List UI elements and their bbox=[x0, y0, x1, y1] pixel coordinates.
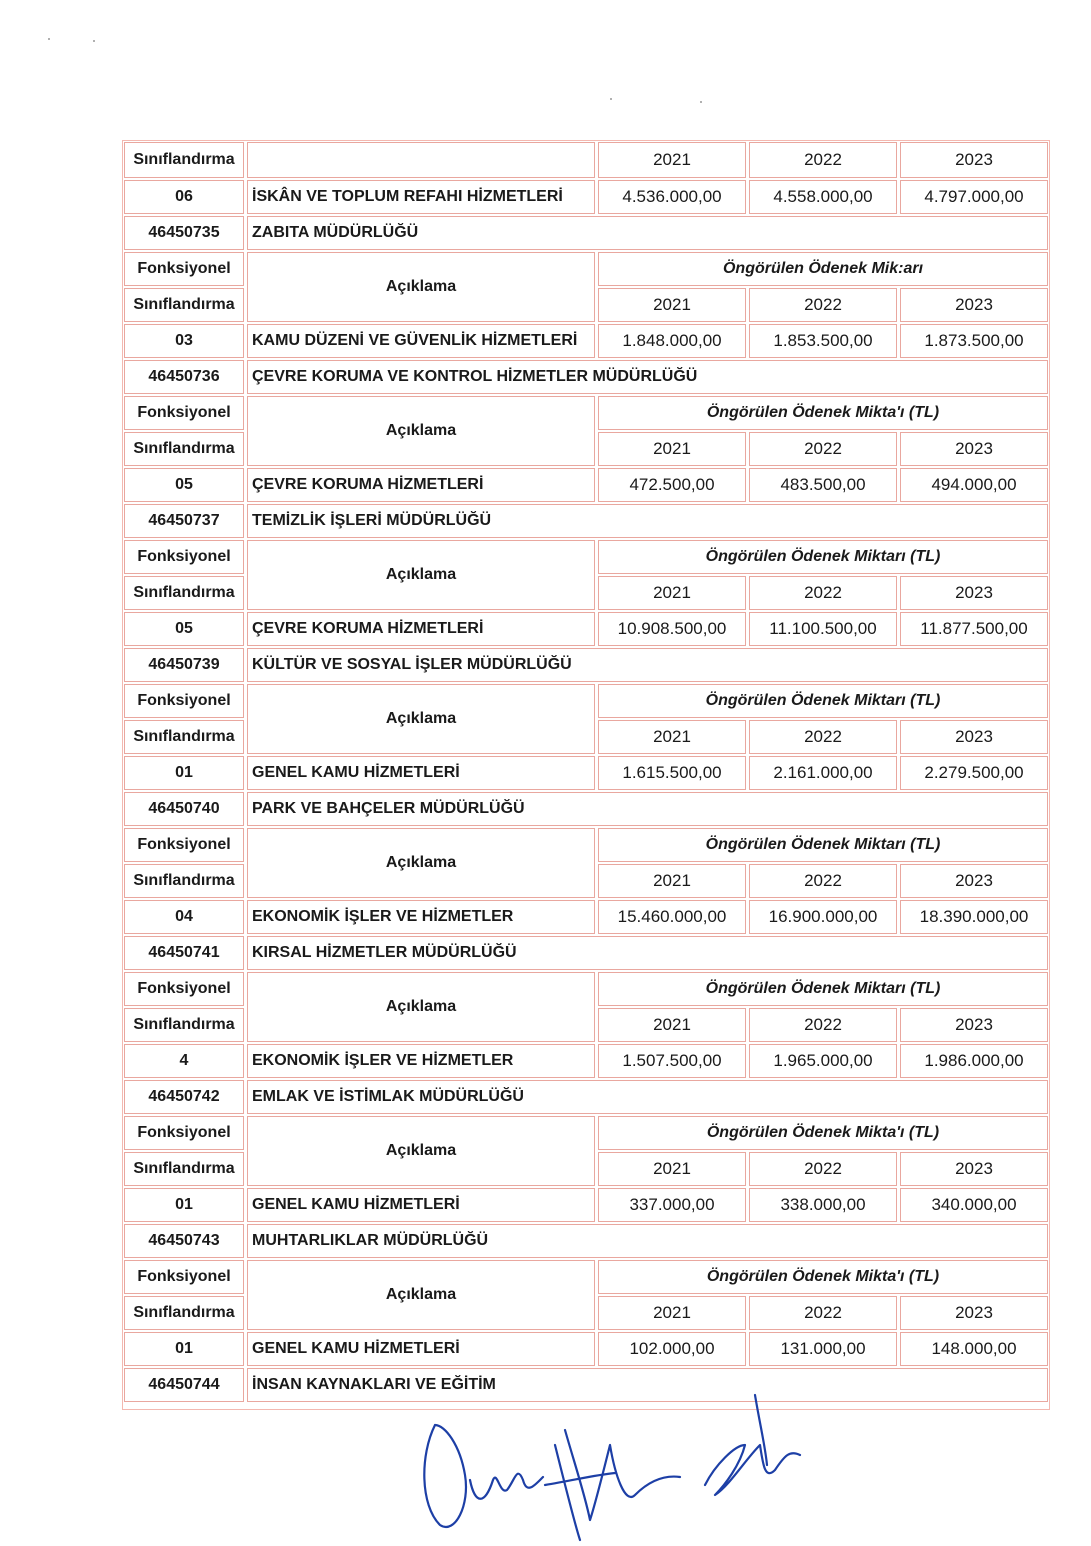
classification-label: Sınıflandırma bbox=[124, 576, 244, 610]
scan-speck bbox=[48, 38, 50, 40]
year-cell: 2023 bbox=[900, 432, 1048, 466]
amount-cell: 1.986.000,00 bbox=[900, 1044, 1048, 1078]
unit-id: 46450742 bbox=[124, 1080, 244, 1114]
column-header-block bbox=[124, 684, 1048, 754]
classification-labels bbox=[124, 972, 244, 1042]
classification-label: Sınıflandırma bbox=[124, 720, 244, 754]
amount-cell: 483.500,00 bbox=[749, 468, 897, 502]
year-header-row bbox=[598, 1296, 1048, 1330]
year-cell: 2023 bbox=[900, 576, 1048, 610]
amount-cell: 18.390.000,00 bbox=[900, 900, 1048, 934]
amount-cell: 472.500,00 bbox=[598, 468, 746, 502]
allocation-title: Öngörülen Ödenek Mikta'ı (TL) bbox=[598, 396, 1048, 430]
amount-cell: 131.000,00 bbox=[749, 1332, 897, 1366]
function-code: 05 bbox=[124, 612, 244, 646]
unit-name: İNSAN KAYNAKLARI VE EĞİTİM bbox=[247, 1368, 1048, 1402]
section-group bbox=[124, 504, 1048, 646]
allocation-title: Öngörülen Ödenek Miktarı (TL) bbox=[598, 972, 1048, 1006]
year-cell: 2023 bbox=[900, 288, 1048, 322]
amount-cell: 148.000,00 bbox=[900, 1332, 1048, 1366]
function-description: İSKÂN VE TOPLUM REFAHI HİZMETLERİ bbox=[247, 180, 595, 214]
amount-cell: 2.161.000,00 bbox=[749, 756, 897, 790]
year-cell: 2022 bbox=[749, 1296, 897, 1330]
classification-label: Sınıflandırma bbox=[124, 1008, 244, 1042]
amount-cell: 15.460.000,00 bbox=[598, 900, 746, 934]
function-description: EKONOMİK İŞLER VE HİZMETLER bbox=[247, 1044, 595, 1078]
year-cell: 2021 bbox=[598, 1296, 746, 1330]
unit-id: 46450735 bbox=[124, 216, 244, 250]
unit-name: PARK VE BAHÇELER MÜDÜRLÜĞÜ bbox=[247, 792, 1048, 826]
classification-labels bbox=[124, 1260, 244, 1330]
amount-cell: 11.877.500,00 bbox=[900, 612, 1048, 646]
unit-name: TEMİZLİK İŞLERİ MÜDÜRLÜĞÜ bbox=[247, 504, 1048, 538]
description-header: Açıklama bbox=[247, 1116, 595, 1186]
unit-id: 46450744 bbox=[124, 1368, 244, 1402]
allocation-header bbox=[598, 828, 1048, 898]
unit-name: ÇEVRE KORUMA VE KONTROL HİZMETLER MÜDÜRLÜĞÜ bbox=[247, 360, 1048, 394]
amount-cell: 494.000,00 bbox=[900, 468, 1048, 502]
section-group bbox=[124, 360, 1048, 502]
function-description: GENEL KAMU HİZMETLERİ bbox=[247, 1188, 595, 1222]
year-cell: 2022 bbox=[749, 576, 897, 610]
unit-name: KIRSAL HİZMETLER MÜDÜRLÜĞÜ bbox=[247, 936, 1048, 970]
functional-label: Fonksiyonel bbox=[124, 684, 244, 718]
year-cell: 2023 bbox=[900, 1152, 1048, 1186]
functional-label: Fonksiyonel bbox=[124, 1260, 244, 1294]
scan-speck bbox=[93, 40, 95, 42]
allocation-header bbox=[598, 972, 1048, 1042]
unit-id: 46450737 bbox=[124, 504, 244, 538]
amount-cell: 16.900.000,00 bbox=[749, 900, 897, 934]
allocation-title: Öngörülen Ödenek Miktarı (TL) bbox=[598, 828, 1048, 862]
amount-cell: 340.000,00 bbox=[900, 1188, 1048, 1222]
year-header-row bbox=[598, 288, 1048, 322]
amount-cell: 102.000,00 bbox=[598, 1332, 746, 1366]
function-code: 01 bbox=[124, 756, 244, 790]
year-cell: 2022 bbox=[749, 720, 897, 754]
year-cell: 2021 bbox=[598, 720, 746, 754]
classification-labels bbox=[124, 684, 244, 754]
allocation-title: Öngörülen Ödenek Miktarı (TL) bbox=[598, 540, 1048, 574]
unit-id: 46450739 bbox=[124, 648, 244, 682]
section-group bbox=[124, 216, 1048, 358]
unit-id: 46450736 bbox=[124, 360, 244, 394]
year-cell: 2023 bbox=[900, 142, 1048, 178]
data-row bbox=[124, 1044, 1048, 1078]
function-code: 4 bbox=[124, 1044, 244, 1078]
year-cell: 2021 bbox=[598, 142, 746, 178]
section-group bbox=[124, 792, 1048, 934]
year-header-row bbox=[598, 720, 1048, 754]
year-cell: 2023 bbox=[900, 720, 1048, 754]
function-code: 06 bbox=[124, 180, 244, 214]
function-description: EKONOMİK İŞLER VE HİZMETLER bbox=[247, 900, 595, 934]
section-group bbox=[124, 1080, 1048, 1222]
classification-labels bbox=[124, 828, 244, 898]
year-cell: 2021 bbox=[598, 864, 746, 898]
year-cell: 2021 bbox=[598, 1152, 746, 1186]
scan-speck bbox=[610, 98, 612, 100]
amount-cell: 4.797.000,00 bbox=[900, 180, 1048, 214]
function-description: KAMU DÜZENİ VE GÜVENLİK HİZMETLERİ bbox=[247, 324, 595, 358]
data-row bbox=[124, 180, 1048, 214]
sections-container bbox=[124, 216, 1048, 1366]
description-header: Açıklama bbox=[247, 972, 595, 1042]
unit-name: EMLAK VE İSTİMLAK MÜDÜRLÜĞÜ bbox=[247, 1080, 1048, 1114]
year-cell: 2022 bbox=[749, 864, 897, 898]
functional-label: Fonksiyonel bbox=[124, 252, 244, 286]
amount-cell: 1.965.000,00 bbox=[749, 1044, 897, 1078]
data-row bbox=[124, 756, 1048, 790]
classification-labels bbox=[124, 540, 244, 610]
unit-name: KÜLTÜR VE SOSYAL İŞLER MÜDÜRLÜĞÜ bbox=[247, 648, 1048, 682]
classification-label: Sınıflandırma bbox=[124, 1296, 244, 1330]
allocation-header bbox=[598, 540, 1048, 610]
unit-name: MUHTARLIKLAR MÜDÜRLÜĞÜ bbox=[247, 1224, 1048, 1258]
column-header-block bbox=[124, 972, 1048, 1042]
amount-cell: 11.100.500,00 bbox=[749, 612, 897, 646]
classification-label: Sınıflandırma bbox=[124, 864, 244, 898]
description-header: Açıklama bbox=[247, 684, 595, 754]
data-row bbox=[124, 1332, 1048, 1366]
amount-cell: 337.000,00 bbox=[598, 1188, 746, 1222]
column-header-block bbox=[124, 252, 1048, 322]
section-group bbox=[124, 1224, 1048, 1366]
allocation-title: Öngörülen Ödenek Mikta'ı (TL) bbox=[598, 1260, 1048, 1294]
unit-row bbox=[124, 216, 1048, 250]
function-description: GENEL KAMU HİZMETLERİ bbox=[247, 1332, 595, 1366]
scan-speck bbox=[700, 101, 702, 103]
allocation-header bbox=[598, 1116, 1048, 1186]
classification-labels bbox=[124, 1116, 244, 1186]
classification-label: Sınıflandırma bbox=[124, 1152, 244, 1186]
data-row bbox=[124, 900, 1048, 934]
year-cell: 2021 bbox=[598, 576, 746, 610]
allocation-header bbox=[598, 252, 1048, 322]
allocation-header bbox=[598, 684, 1048, 754]
column-header-block bbox=[124, 1260, 1048, 1330]
column-header-block bbox=[124, 540, 1048, 610]
year-cell: 2021 bbox=[598, 432, 746, 466]
classification-label: Sınıflandırma bbox=[124, 288, 244, 322]
allocation-title: Öngörülen Ödenek Mikta'ı (TL) bbox=[598, 1116, 1048, 1150]
unit-row bbox=[124, 792, 1048, 826]
top-group bbox=[124, 142, 1048, 214]
section-group bbox=[124, 648, 1048, 790]
column-header-block bbox=[124, 1116, 1048, 1186]
unit-row bbox=[124, 1224, 1048, 1258]
functional-label: Fonksiyonel bbox=[124, 396, 244, 430]
year-cell: 2022 bbox=[749, 432, 897, 466]
allocation-title: Öngörülen Ödenek Miktarı (TL) bbox=[598, 684, 1048, 718]
year-cell: 2023 bbox=[900, 1296, 1048, 1330]
amount-cell: 1.848.000,00 bbox=[598, 324, 746, 358]
year-cell: 2021 bbox=[598, 1008, 746, 1042]
signature-strokes bbox=[424, 1395, 800, 1540]
function-description: ÇEVRE KORUMA HİZMETLERİ bbox=[247, 612, 595, 646]
classification-label: Sınıflandırma bbox=[124, 432, 244, 466]
amount-cell: 4.558.000,00 bbox=[749, 180, 897, 214]
function-code: 05 bbox=[124, 468, 244, 502]
amount-cell: 4.536.000,00 bbox=[598, 180, 746, 214]
amount-cell: 1.853.500,00 bbox=[749, 324, 897, 358]
unit-id: 46450740 bbox=[124, 792, 244, 826]
unit-row bbox=[124, 648, 1048, 682]
description-header: Açıklama bbox=[247, 828, 595, 898]
function-code: 04 bbox=[124, 900, 244, 934]
amount-cell: 1.507.500,00 bbox=[598, 1044, 746, 1078]
year-cell: 2021 bbox=[598, 288, 746, 322]
year-cell: 2022 bbox=[749, 288, 897, 322]
year-header-row bbox=[598, 576, 1048, 610]
data-row bbox=[124, 612, 1048, 646]
unit-name: ZABITA MÜDÜRLÜĞÜ bbox=[247, 216, 1048, 250]
year-cell: 2023 bbox=[900, 864, 1048, 898]
classification-labels bbox=[124, 396, 244, 466]
data-row bbox=[124, 324, 1048, 358]
amount-cell: 1.615.500,00 bbox=[598, 756, 746, 790]
functional-label: Fonksiyonel bbox=[124, 1116, 244, 1150]
year-header-row bbox=[598, 432, 1048, 466]
top-header-row bbox=[124, 142, 1048, 178]
unit-row bbox=[124, 504, 1048, 538]
empty-description-cell bbox=[247, 142, 595, 178]
year-cell: 2022 bbox=[749, 1152, 897, 1186]
description-header: Açıklama bbox=[247, 1260, 595, 1330]
function-description: ÇEVRE KORUMA HİZMETLERİ bbox=[247, 468, 595, 502]
year-cell: 2022 bbox=[749, 1008, 897, 1042]
budget-table bbox=[122, 140, 1050, 1410]
column-header-block bbox=[124, 396, 1048, 466]
unit-id: 46450743 bbox=[124, 1224, 244, 1258]
function-description: GENEL KAMU HİZMETLERİ bbox=[247, 756, 595, 790]
year-header-row bbox=[598, 1008, 1048, 1042]
allocation-header bbox=[598, 1260, 1048, 1330]
functional-label: Fonksiyonel bbox=[124, 828, 244, 862]
functional-label: Fonksiyonel bbox=[124, 540, 244, 574]
amount-cell: 2.279.500,00 bbox=[900, 756, 1048, 790]
signature bbox=[415, 1385, 815, 1545]
section-group bbox=[124, 936, 1048, 1078]
description-header: Açıklama bbox=[247, 396, 595, 466]
year-cell: 2023 bbox=[900, 1008, 1048, 1042]
function-code: 03 bbox=[124, 324, 244, 358]
data-row bbox=[124, 468, 1048, 502]
year-cell: 2022 bbox=[749, 142, 897, 178]
classification-label: Sınıflandırma bbox=[124, 142, 244, 178]
year-header-row bbox=[598, 864, 1048, 898]
amount-cell: 338.000,00 bbox=[749, 1188, 897, 1222]
description-header: Açıklama bbox=[247, 540, 595, 610]
data-row bbox=[124, 1188, 1048, 1222]
classification-labels bbox=[124, 252, 244, 322]
unit-id: 46450741 bbox=[124, 936, 244, 970]
amount-cell: 1.873.500,00 bbox=[900, 324, 1048, 358]
year-header-row bbox=[598, 1152, 1048, 1186]
function-code: 01 bbox=[124, 1188, 244, 1222]
allocation-title: Öngörülen Ödenek Mik:arı bbox=[598, 252, 1048, 286]
unit-row bbox=[124, 936, 1048, 970]
amount-cell: 10.908.500,00 bbox=[598, 612, 746, 646]
description-header: Açıklama bbox=[247, 252, 595, 322]
column-header-block bbox=[124, 828, 1048, 898]
function-code: 01 bbox=[124, 1332, 244, 1366]
unit-row bbox=[124, 360, 1048, 394]
functional-label: Fonksiyonel bbox=[124, 972, 244, 1006]
unit-row bbox=[124, 1080, 1048, 1114]
allocation-header bbox=[598, 396, 1048, 466]
